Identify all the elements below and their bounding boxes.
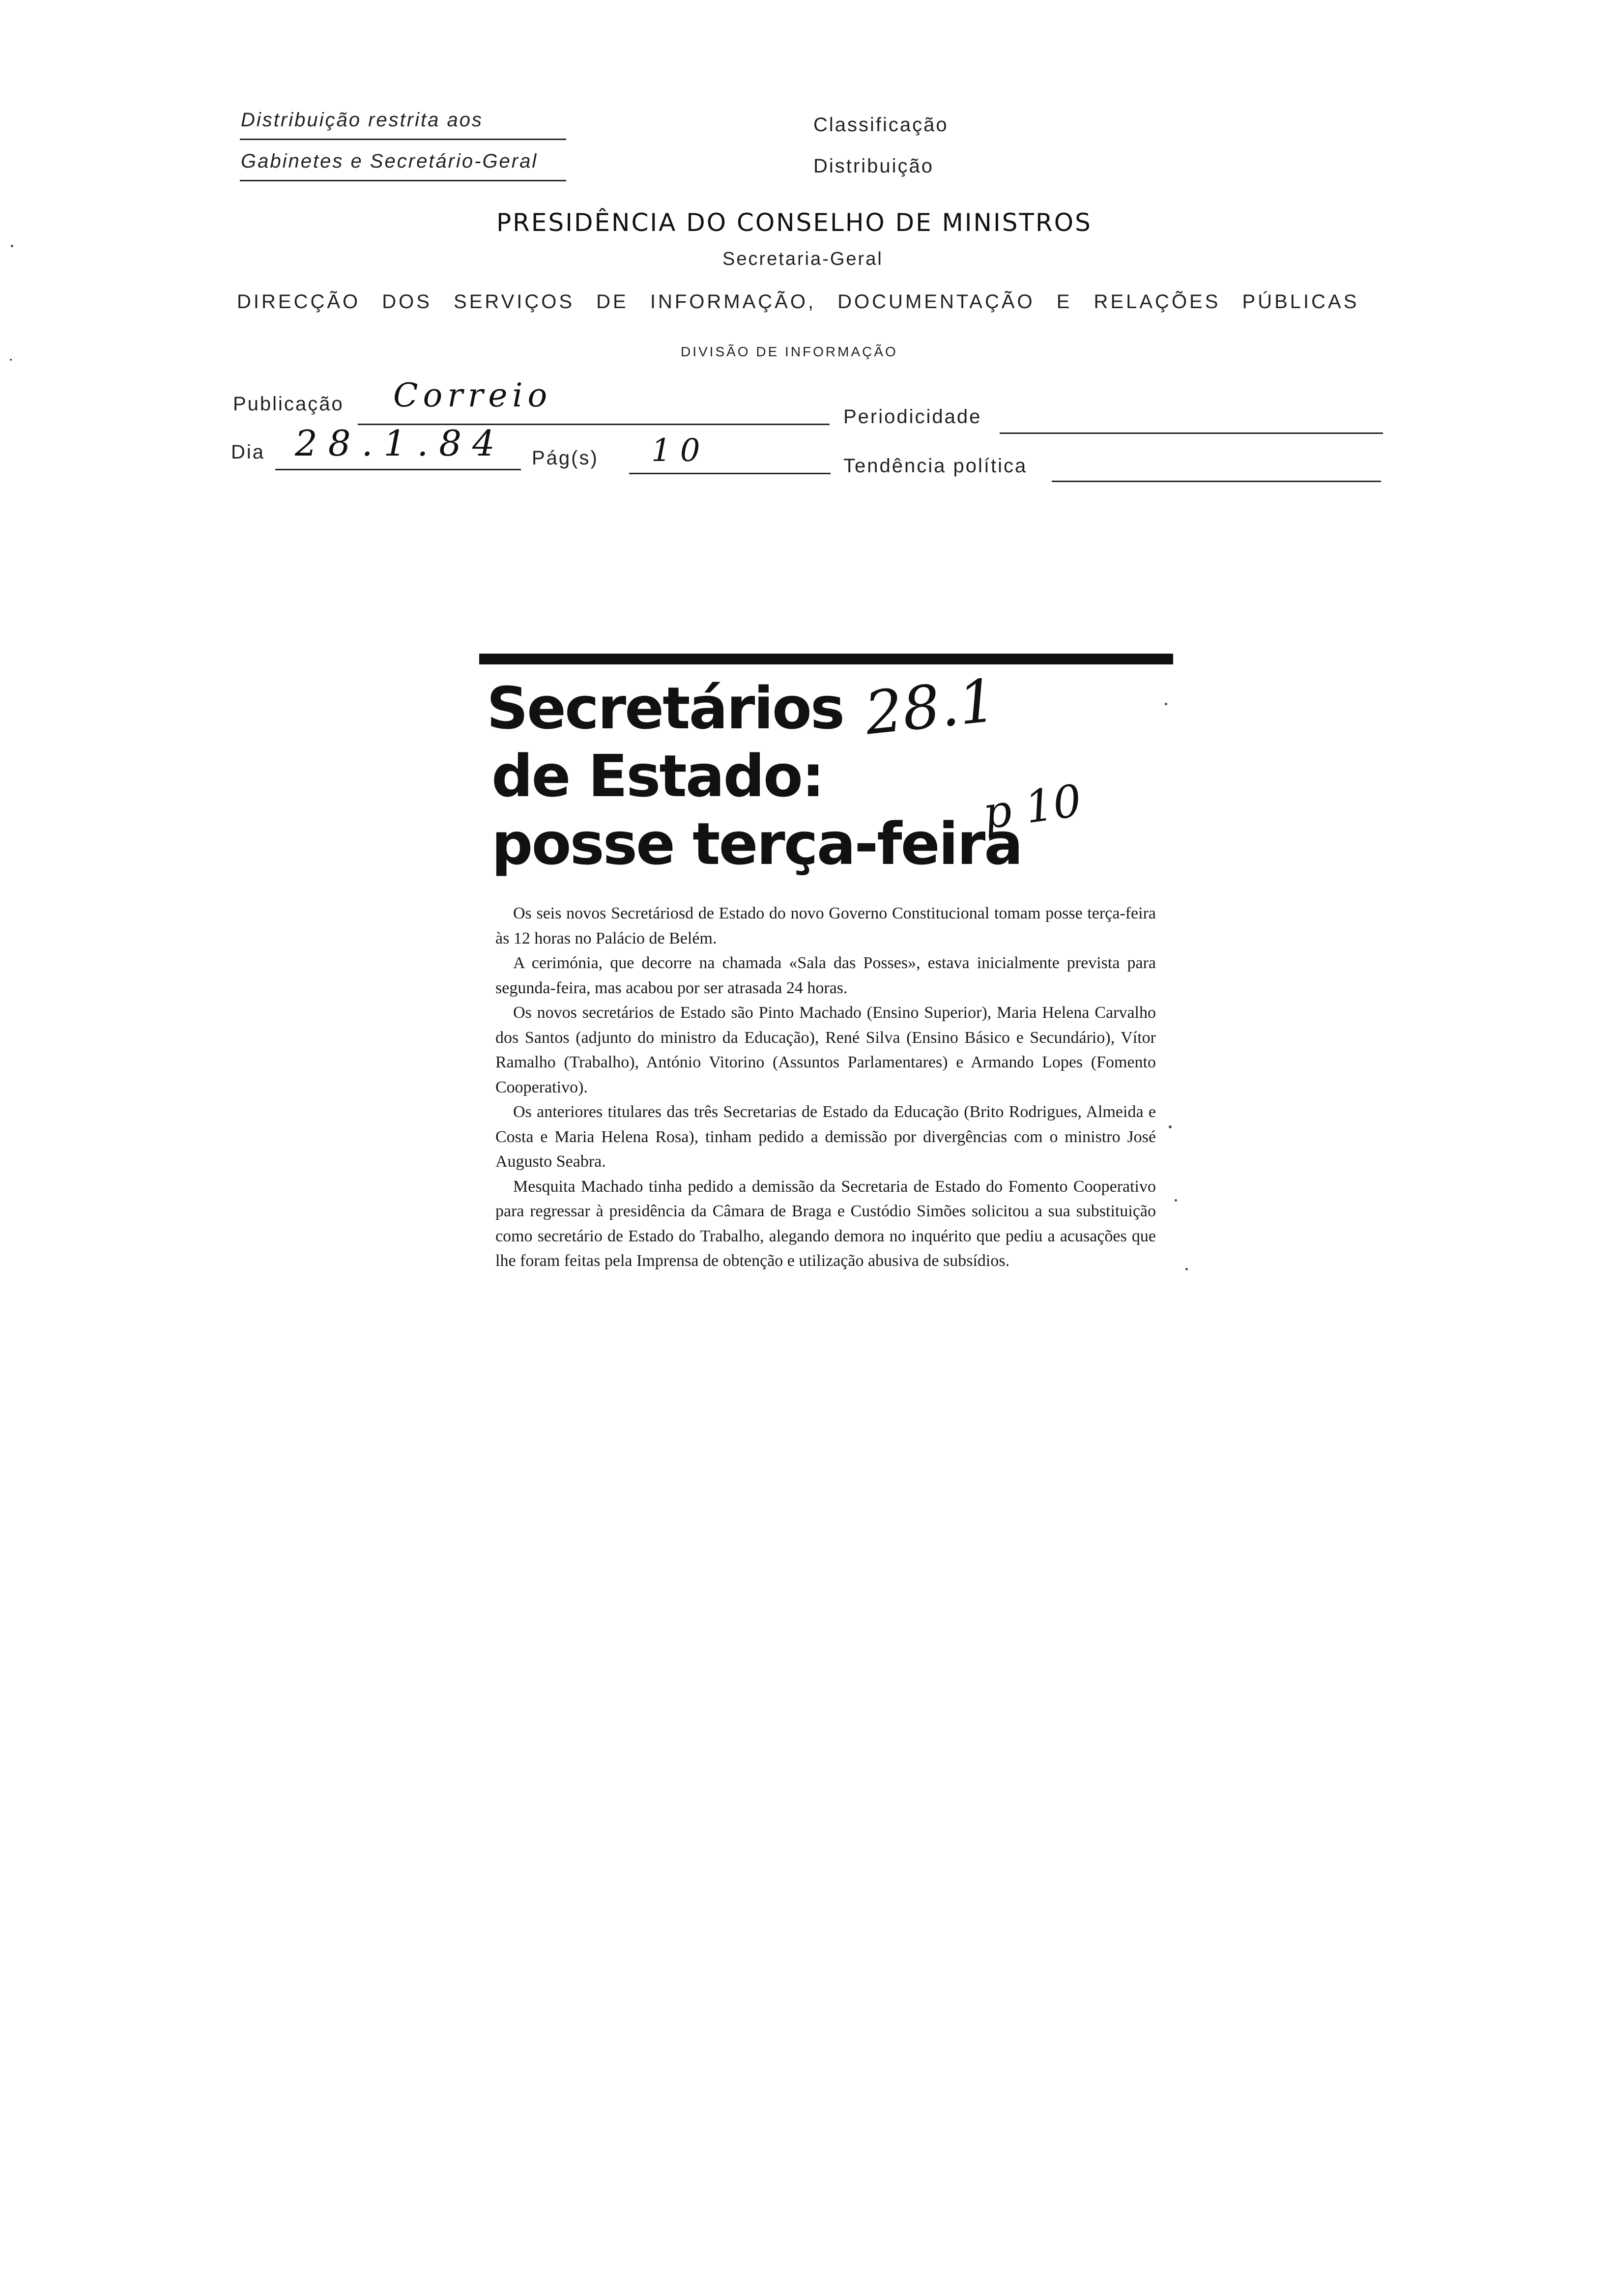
pages-underline bbox=[629, 473, 831, 474]
scan-speck bbox=[1169, 1125, 1172, 1128]
article-paragraph: Os seis novos Secretáriosd de Estado do novo Governo Constitucional tomam posse terça-feira às 12 horas no Palácio de Belém. bbox=[495, 904, 1156, 947]
clipping-handwritten-page-annotation: p 10 bbox=[979, 775, 1085, 840]
clipping-headline-line2: de Estado: bbox=[491, 742, 824, 810]
day-label: Dia bbox=[231, 441, 265, 463]
scan-speck bbox=[1175, 1199, 1177, 1202]
article-paragraph: Os anteriores titulares das três Secretarias de Estado da Educação (Brito Rodrigues, Almeida e Costa e Maria Helena Rosa), tinham pedido a demissão por divergências com o ministro José Augusto Seabra. bbox=[495, 1103, 1156, 1171]
periodicity-underline bbox=[1000, 432, 1383, 434]
publication-handwritten-value: Correio bbox=[393, 376, 552, 414]
article-paragraph: Os novos secretários de Estado são Pinto Machado (Ensino Superior), Maria Helena Carvalho dos Santos (adjunto do ministro da Educação), René Silva (Ensino Básico e Secundário), Vítor Ramalho (Trabalho), António Vitorino (Assuntos Parlamentares) e Armando Lopes (Fomento Cooperativo). bbox=[495, 1004, 1156, 1096]
day-underline bbox=[275, 469, 521, 470]
clipping-headline-line1: Secretários bbox=[487, 674, 844, 742]
distribution-label: Distribuição bbox=[813, 155, 934, 177]
article-paragraph: Mesquita Machado tinha pedido a demissão da Secretaria de Estado do Fomento Cooperativo para regressar à presidência da Câmara de Braga e Custódio Simões solicitou a sua substituição como secretário de Estado do Trabalho, alegando demora no inquérito que pediu a acusações que lhe foram feitas pela Imprensa de obtenção e utilização abusiva de subsídios. bbox=[495, 1177, 1156, 1270]
tendency-underline bbox=[1052, 481, 1381, 482]
clipping-handwritten-date-annotation: 28.1 bbox=[862, 666, 1000, 748]
restricted-underline-1 bbox=[240, 139, 566, 140]
classification-label: Classificação bbox=[813, 114, 949, 136]
scan-speck bbox=[1165, 703, 1167, 705]
clipping-article-body bbox=[495, 901, 1156, 1274]
institution-title: PRESIDÊNCIA DO CONSELHO DE MINISTROS bbox=[496, 208, 1092, 237]
scan-speck bbox=[11, 245, 13, 247]
clipping-top-bar bbox=[479, 654, 1173, 664]
scan-speck bbox=[1185, 1268, 1188, 1270]
institution-subtitle: Secretaria-Geral bbox=[722, 249, 883, 269]
restricted-distribution-line1: Distribuição restrita aos bbox=[241, 109, 483, 131]
pages-label: Pág(s) bbox=[532, 447, 599, 469]
periodicity-label: Periodicidade bbox=[843, 406, 982, 428]
directorate-line: DIRECÇÃO DOS SERVIÇOS DE INFORMAÇÃO, DOCUMENTAÇÃO E RELAÇÕES PÚBLICAS bbox=[237, 291, 1359, 313]
pages-handwritten-value: 10 bbox=[651, 432, 709, 469]
restricted-underline-2 bbox=[240, 180, 566, 181]
tendency-label: Tendência política bbox=[843, 455, 1028, 477]
article-paragraph: A cerimónia, que decorre na chamada «Sala das Posses», estava inicialmente prevista para segunda-feira, mas acabou por ser atrasada 24 horas. bbox=[495, 954, 1156, 997]
clipping-headline-line3: posse terça-feira bbox=[491, 810, 1022, 878]
scan-speck bbox=[10, 359, 12, 361]
publication-label: Publicação bbox=[233, 393, 344, 415]
restricted-distribution-line2: Gabinetes e Secretário-Geral bbox=[241, 150, 538, 172]
division-line: DIVISÃO DE INFORMAÇÃO bbox=[681, 344, 898, 359]
day-handwritten-value: 28.1.84 bbox=[295, 423, 506, 464]
